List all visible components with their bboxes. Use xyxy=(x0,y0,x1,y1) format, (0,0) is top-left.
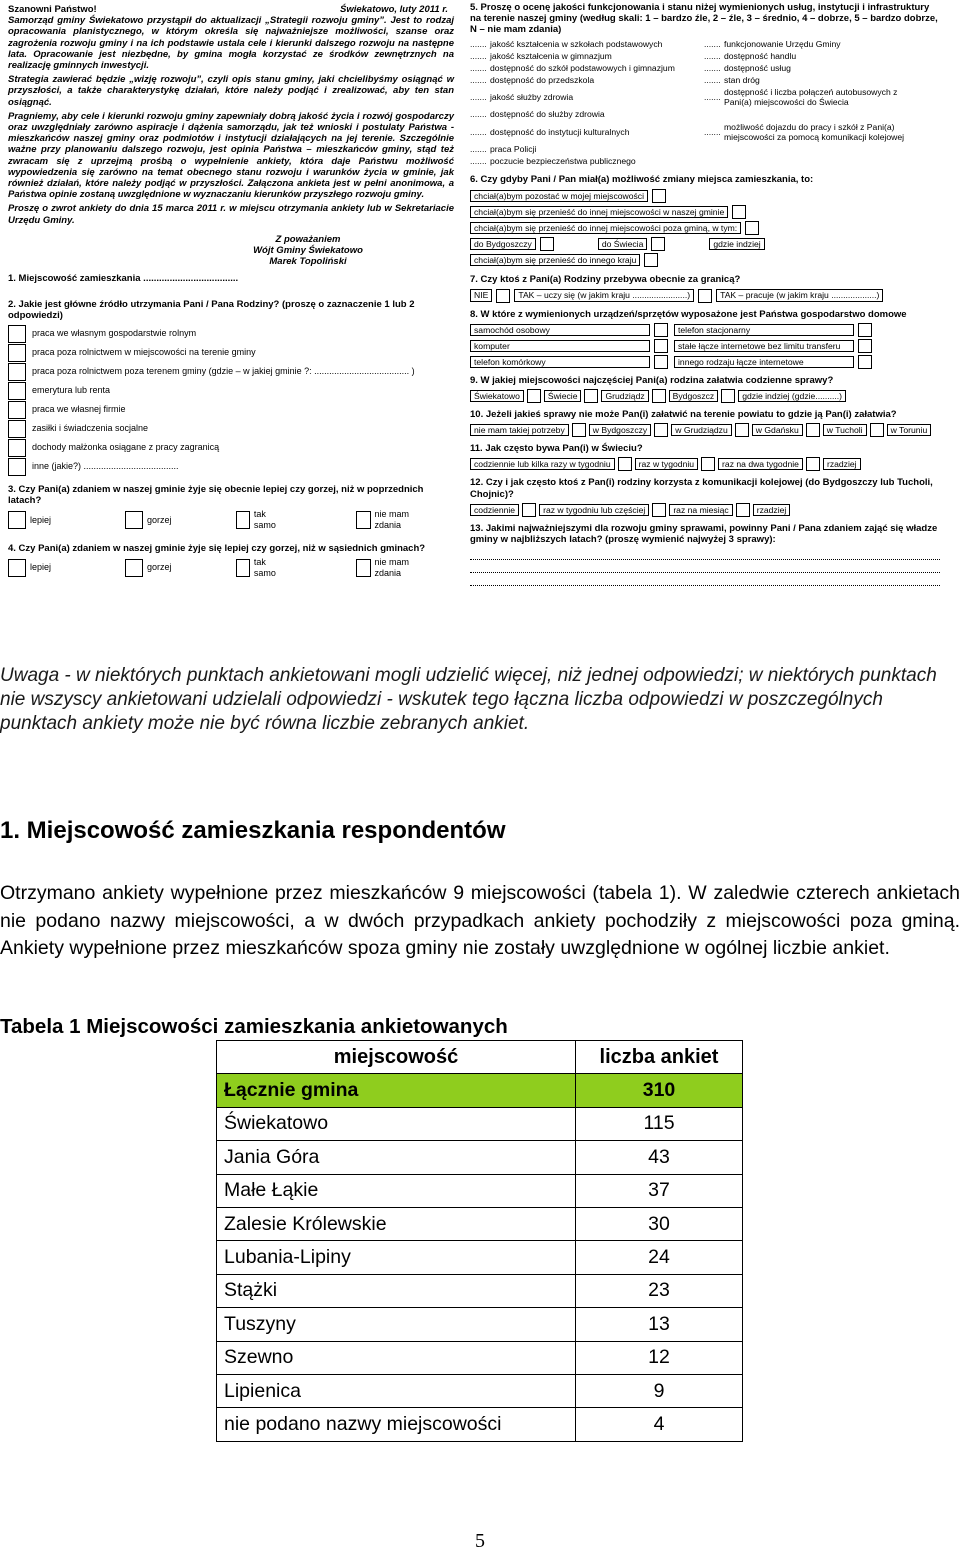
checkbox[interactable] xyxy=(858,323,872,337)
answer-line[interactable] xyxy=(470,548,940,560)
checkbox[interactable] xyxy=(522,503,536,517)
checkbox-option[interactable]: emerytura lub renta xyxy=(8,381,454,400)
form-intro-paragraph: Pragniemy, aby cele i kierunki rozwoju gminy zapewniały dobrą jakość życia i rozwój gospodarczy oraz uwzględniały zarówno aspiracje i dążenia samorządu, jak też wnioski i postulaty Państwa - mieszkańców naszej gminy oraz podmiotów i instytucji działających na jej terenie. Szczególnie ważne przy planowaniu dalszego rozwoju, jest opinia Państwa – mieszkańców gminy, stąd też zwracam się z uprzejmą prośbą o wypełnienie ankiety, która daje Państwu możliwość wypowiedzenia się zarówno na temat obecnego stanu rozwoju i warunków życia w gminie, jak również działań, które należy podjąć w przyszłości. Załączona ankieta jest w pełni anonimowa, a Państwa opinie zostaną uwzględnione w wyznaczaniu kierunków przyszłego rozwoju gminy. xyxy=(8,110,454,201)
location-name: Lubania-Lipiny xyxy=(217,1241,576,1274)
checkbox-option[interactable]: lepiej xyxy=(8,511,51,529)
checkbox[interactable] xyxy=(745,221,759,235)
location-name: nie podano nazwy miejscowości xyxy=(217,1408,576,1441)
checkbox[interactable] xyxy=(654,423,668,437)
checkbox[interactable] xyxy=(806,457,820,471)
question-5-title: 5. Proszę o ocenę jakości funkcjonowania i stanu niżej wymienionych usług, instytucji i infrastruktury na terenie naszej gminy (według skali: 1 – bardzo źle, 2 – źle, 3 – średnio, 4 – dobrze, 5 – bardzo dobrze, N – nie mam zdania) xyxy=(470,2,938,36)
checkbox[interactable] xyxy=(8,382,26,400)
question-9-title: 9. W jakiej miejscowości najczęściej Pani(a) rodzina załatwia codzienne sprawy? xyxy=(470,374,834,386)
question-11-options: codziennie lub kilka razy w tygodniu raz w tygodniu raz na dwa tygodnie rzadziej xyxy=(470,457,940,471)
checkbox-option[interactable]: chciał(a)bym pozostać w mojej miejscowości xyxy=(470,188,940,204)
question-12-options: codziennie raz w tygodniu lub częściej raz na miesiąc rzadziej xyxy=(470,503,940,517)
survey-count: 23 xyxy=(576,1274,743,1307)
checkbox[interactable] xyxy=(540,237,554,251)
checkbox-option[interactable]: dochody małżonka osiągane z pracy zagranicą xyxy=(8,438,454,457)
checkbox[interactable] xyxy=(356,511,370,529)
location-name: Jania Góra xyxy=(217,1141,576,1174)
table-header-row xyxy=(217,1041,743,1074)
question-2-title: 2. Jakie jest główne źródło utrzymania Pani / Pana Rodziny? (proszę o zaznaczenie 1 lub 2 odpowiedzi) xyxy=(8,298,415,321)
location-name: Zalesie Królewskie xyxy=(217,1207,576,1240)
survey-count: 30 xyxy=(576,1207,743,1240)
question-7-title: 7. Czy ktoś z Pani(a) Rodziny przebywa obecnie za granicą? xyxy=(470,274,741,286)
question-12-title: 12. Czy i jak często ktoś z Pan(i) rodziny korzysta z komunikacji kolejowej (do Bydgoszczy lub Tucholi, Chojnic)? xyxy=(470,477,933,500)
checkbox-option[interactable]: praca we własnym gospodarstwie rolnym xyxy=(8,324,454,343)
table-row xyxy=(217,1174,743,1207)
checkbox-option[interactable]: gorzej xyxy=(125,559,172,577)
survey-count: 4 xyxy=(576,1408,743,1441)
table-row xyxy=(217,1274,743,1307)
question-11-title: 11. Jak często bywa Pan(i) w Świeciu? xyxy=(470,443,643,455)
question-4-title: 4. Czy Pani(a) zdaniem w naszej gminie żyje się lepiej czy gorzej, niż w sąsiednich gminach? xyxy=(8,542,426,554)
checkbox[interactable] xyxy=(654,339,668,353)
question-1: 1. Miejscowość zamieszkania .................................... xyxy=(8,273,239,285)
question-5-rating-list: ....... jakość kształcenia w szkołach podstawowych ....... funkcjonowanie Urzędu Gminy ....... jakość kształcenia w gimnazjum ....... dostępność handlu ....... dostępność do szkół podstawowych i gimnazjum ....... dostępność usług ....... dostępność do przedszkola ....... stan dróg ....... jakość służby zdrowia ....... dostępność i liczba połączeń autobusowych z Pani(a) miejscowości do Świecia ....... dostępność do służby zdrowia ....... dostępność do instytucji kulturalnych ....... możliwość dojazdu do pracy i szkół z Pani(a) miejscowości za pomocą komunikacji kolejowej ....... praca Policji ....... poczucie bezpieczeństwa publicznego xyxy=(470,38,905,167)
checkbox-option[interactable]: praca we własnej firmie xyxy=(8,400,454,419)
question-2-options xyxy=(8,324,454,476)
checkbox[interactable] xyxy=(618,457,632,471)
question-9-options: Świekatowo Świecie Grudziądz Bydgoszcz gdzie indziej (gdzie..........) xyxy=(470,389,940,403)
form-date: Świekatowo, luty 2011 r. xyxy=(340,4,449,15)
table-row xyxy=(217,1408,743,1441)
checkbox[interactable] xyxy=(125,559,143,577)
checkbox[interactable] xyxy=(644,253,658,267)
question-13-title: 13. Jakimi najważniejszymi dla rozwoju gminy sprawami, powinny Pani / Pana zdaniem zająć się władze gminy w najbliższych latach? (proszę wymienić najwyżej 3 sprawy): xyxy=(470,522,938,545)
survey-form-scan xyxy=(0,0,960,640)
checkbox-option[interactable]: praca poza rolnictwem w miejscowości na terenie gminy xyxy=(8,343,454,362)
signature-line: Wójt Gminy Świekatowo xyxy=(253,245,363,257)
checkbox-option[interactable]: nie mam zdania xyxy=(356,509,424,530)
checkbox-option[interactable]: nie mam zdania xyxy=(356,557,424,578)
checkbox[interactable] xyxy=(8,401,26,419)
table-row xyxy=(217,1308,743,1341)
checkbox[interactable] xyxy=(721,389,735,403)
form-left-column xyxy=(8,4,454,580)
checkbox-option[interactable]: gorzej xyxy=(125,511,172,529)
checkbox[interactable] xyxy=(654,355,668,369)
checkbox[interactable] xyxy=(652,503,666,517)
checkbox-option[interactable]: lepiej xyxy=(8,559,51,577)
question-6-options xyxy=(470,188,940,268)
checkbox[interactable] xyxy=(698,289,712,303)
question-6-title: 6. Czy gdyby Pani / Pan miał(a) możliwość zmiany miejsca zamieszkania, to: xyxy=(470,174,814,186)
checkbox[interactable] xyxy=(125,511,143,529)
checkbox[interactable] xyxy=(8,325,26,343)
checkbox[interactable] xyxy=(8,344,26,362)
checkbox[interactable] xyxy=(8,363,26,381)
total-count: 310 xyxy=(576,1074,743,1107)
location-name: Tuszyny xyxy=(217,1308,576,1341)
location-name: Świekatowo xyxy=(217,1107,576,1140)
checkbox[interactable] xyxy=(8,439,26,457)
checkbox[interactable] xyxy=(356,559,370,577)
table-row xyxy=(217,1207,743,1240)
total-label: Łącznie gmina xyxy=(217,1074,576,1107)
checkbox[interactable] xyxy=(236,511,250,529)
question-7-options: NIE TAK – uczy się (w jakim kraju .......................) TAK – pracuje (w jakim kraju ...................) xyxy=(470,289,940,303)
answer-line[interactable] xyxy=(470,574,940,586)
location-name: Małe Łąkie xyxy=(217,1174,576,1207)
location-name: Lipienica xyxy=(217,1374,576,1407)
form-intro-paragraph: Strategia zawierać będzie „wizję rozwoju”, czyli opis stanu gminy, jaki chcielibyśmy osiągnąć w przyszłości, a także charakterystykę działań, które należy podjąć i zrealizować, aby ten stan osiągnąć. xyxy=(8,74,454,108)
checkbox[interactable] xyxy=(584,389,598,403)
question-4-options xyxy=(8,557,454,578)
question-3-title: 3. Czy Pani(a) zdaniem w naszej gminie żyje się obecnie lepiej czy gorzej, niż w poprzednich latach? xyxy=(8,484,424,507)
checkbox[interactable] xyxy=(806,423,820,437)
survey-count: 24 xyxy=(576,1241,743,1274)
checkbox[interactable] xyxy=(496,289,510,303)
signature-line: Marek Topoliński xyxy=(269,256,347,268)
survey-count: 43 xyxy=(576,1141,743,1174)
checkbox[interactable] xyxy=(8,511,26,529)
survey-note: Uwaga - w niektórych punktach ankietowani mogli udzielić więcej, niż jednej odpowiedzi; w niektórych punktach nie wszyscy ankietowani udzielali odpowiedzi - wskutek tego łączna liczba odpowiedzi w poszczególnych punktach ankiety może nie być równa liczbie zebranych ankiet. xyxy=(0,665,937,734)
column-header-location: miejscowość xyxy=(217,1041,576,1074)
form-return-instruction: Proszę o zwrot ankiety do dnia 15 marca 2011 r. w miejscu otrzymania ankiety lub w Sekretariacie Urzędu Gminy. xyxy=(8,203,454,226)
checkbox[interactable] xyxy=(858,355,872,369)
question-10-options: nie mam takiej potrzeby w Bydgoszczy w Grudziądzu w Gdańsku w Tucholi w Toruniu xyxy=(470,423,940,437)
section-paragraph: Otrzymano ankiety wypełnione przez mieszkańców 9 miejscowości (tabela 1). W zaledwie czterech ankietach nie podano nazwy miejscowości, a w dwóch przypadkach ankiety pochodziły z miejscowości poza gminą. Ankiety wypełnione przez mieszkańców spoza gminy nie zostały uwzględnione w ogólnej liczbie ankiet. xyxy=(0,882,960,959)
checkbox-option[interactable]: praca poza rolnictwem poza terenem gminy (gdzie – w jakiej gminie ?: ...................................... ) xyxy=(8,362,454,381)
question-8-options: samochód osobowy telefon stacjonarny komputer stałe łącze internetowe bez limitu transferu telefon komórkowy innego rodzaju łącze internetowe xyxy=(470,323,940,369)
location-name: Stążki xyxy=(217,1274,576,1307)
checkbox[interactable] xyxy=(8,420,26,438)
form-intro-paragraph: Samorząd gminy Świekatowo przystąpił do aktualizacji „Strategii rozwoju gminy”. Jest to rodzaj opracowania planistycznego, w którym określa się najważniejsze możliwości, szanse oraz zagrożenia rozwoju gminy i na ich podstawie ustala cele i kierunki dalszego rozwoju na następne lata. Opracowanie jest niezbędne, by gmina mogła korzystać ze środków zewnętrznych na realizację gminnych inwestycji. xyxy=(8,15,454,72)
survey-count: 13 xyxy=(576,1308,743,1341)
question-8-title: 8. W które z wymienionych urządzeń/sprzętów wyposażone jest Państwa gospodarstwo domowe xyxy=(470,308,907,320)
table-row xyxy=(217,1107,743,1140)
checkbox[interactable] xyxy=(701,457,715,471)
form-greeting: Szanowni Państwo! xyxy=(8,4,97,15)
checkbox-option[interactable]: chciał(a)bym się przenieść do innej miejscowości w naszej gminie xyxy=(470,204,940,220)
checkbox-option[interactable]: chciał(a)bym się przenieść do innej miejscowości poza gminą, w tym: xyxy=(470,220,940,236)
section-title: 1. Miejscowość zamieszkania respondentów xyxy=(0,817,506,844)
question-10-title: 10. Jeżeli jakieś sprawy nie może Pan(i) załatwić na terenie powiatu to gdzie ją Pan(i) załatwia? xyxy=(470,408,897,420)
location-name: Szewno xyxy=(217,1341,576,1374)
column-header-count: liczba ankiet xyxy=(576,1041,743,1074)
checkbox-option[interactable]: chciał(a)bym się przenieść do innego kraju xyxy=(470,252,940,268)
form-right-column xyxy=(470,2,940,586)
survey-count: 37 xyxy=(576,1174,743,1207)
locations-table xyxy=(216,1040,743,1442)
checkbox[interactable] xyxy=(8,458,26,476)
survey-count: 12 xyxy=(576,1341,743,1374)
question-3-options xyxy=(8,509,454,530)
checkbox[interactable] xyxy=(652,189,666,203)
checkbox[interactable] xyxy=(652,389,666,403)
table-total-row xyxy=(217,1074,743,1107)
answer-line[interactable] xyxy=(470,561,940,573)
checkbox-option[interactable]: do Bydgoszczy do Świecia gdzie indziej xyxy=(470,236,940,252)
checkbox-option[interactable]: tak samo xyxy=(236,557,283,578)
checkbox[interactable] xyxy=(870,423,884,437)
checkbox[interactable] xyxy=(651,237,665,251)
table-row xyxy=(217,1141,743,1174)
survey-count: 9 xyxy=(576,1374,743,1407)
checkbox-option[interactable]: inne (jakie?) ...................................... xyxy=(8,457,454,476)
table-row xyxy=(217,1341,743,1374)
checkbox[interactable] xyxy=(572,423,586,437)
table-row xyxy=(217,1241,743,1274)
checkbox-option[interactable]: tak samo xyxy=(236,509,283,530)
table-row xyxy=(217,1374,743,1407)
checkbox[interactable] xyxy=(527,389,541,403)
table-caption: Tabela 1 Miejscowości zamieszkania ankietowanych xyxy=(0,1015,508,1038)
checkbox[interactable] xyxy=(858,339,872,353)
checkbox[interactable] xyxy=(8,559,26,577)
checkbox[interactable] xyxy=(236,559,250,577)
checkbox[interactable] xyxy=(735,423,749,437)
page-number: 5 xyxy=(475,1530,485,1552)
checkbox[interactable] xyxy=(732,205,746,219)
survey-count: 115 xyxy=(576,1107,743,1140)
checkbox-option[interactable]: zasiłki i świadczenia socjalne xyxy=(8,419,454,438)
checkbox[interactable] xyxy=(654,323,668,337)
form-signature xyxy=(208,234,408,268)
signature-line: Z poważaniem xyxy=(275,233,341,245)
checkbox[interactable] xyxy=(736,503,750,517)
